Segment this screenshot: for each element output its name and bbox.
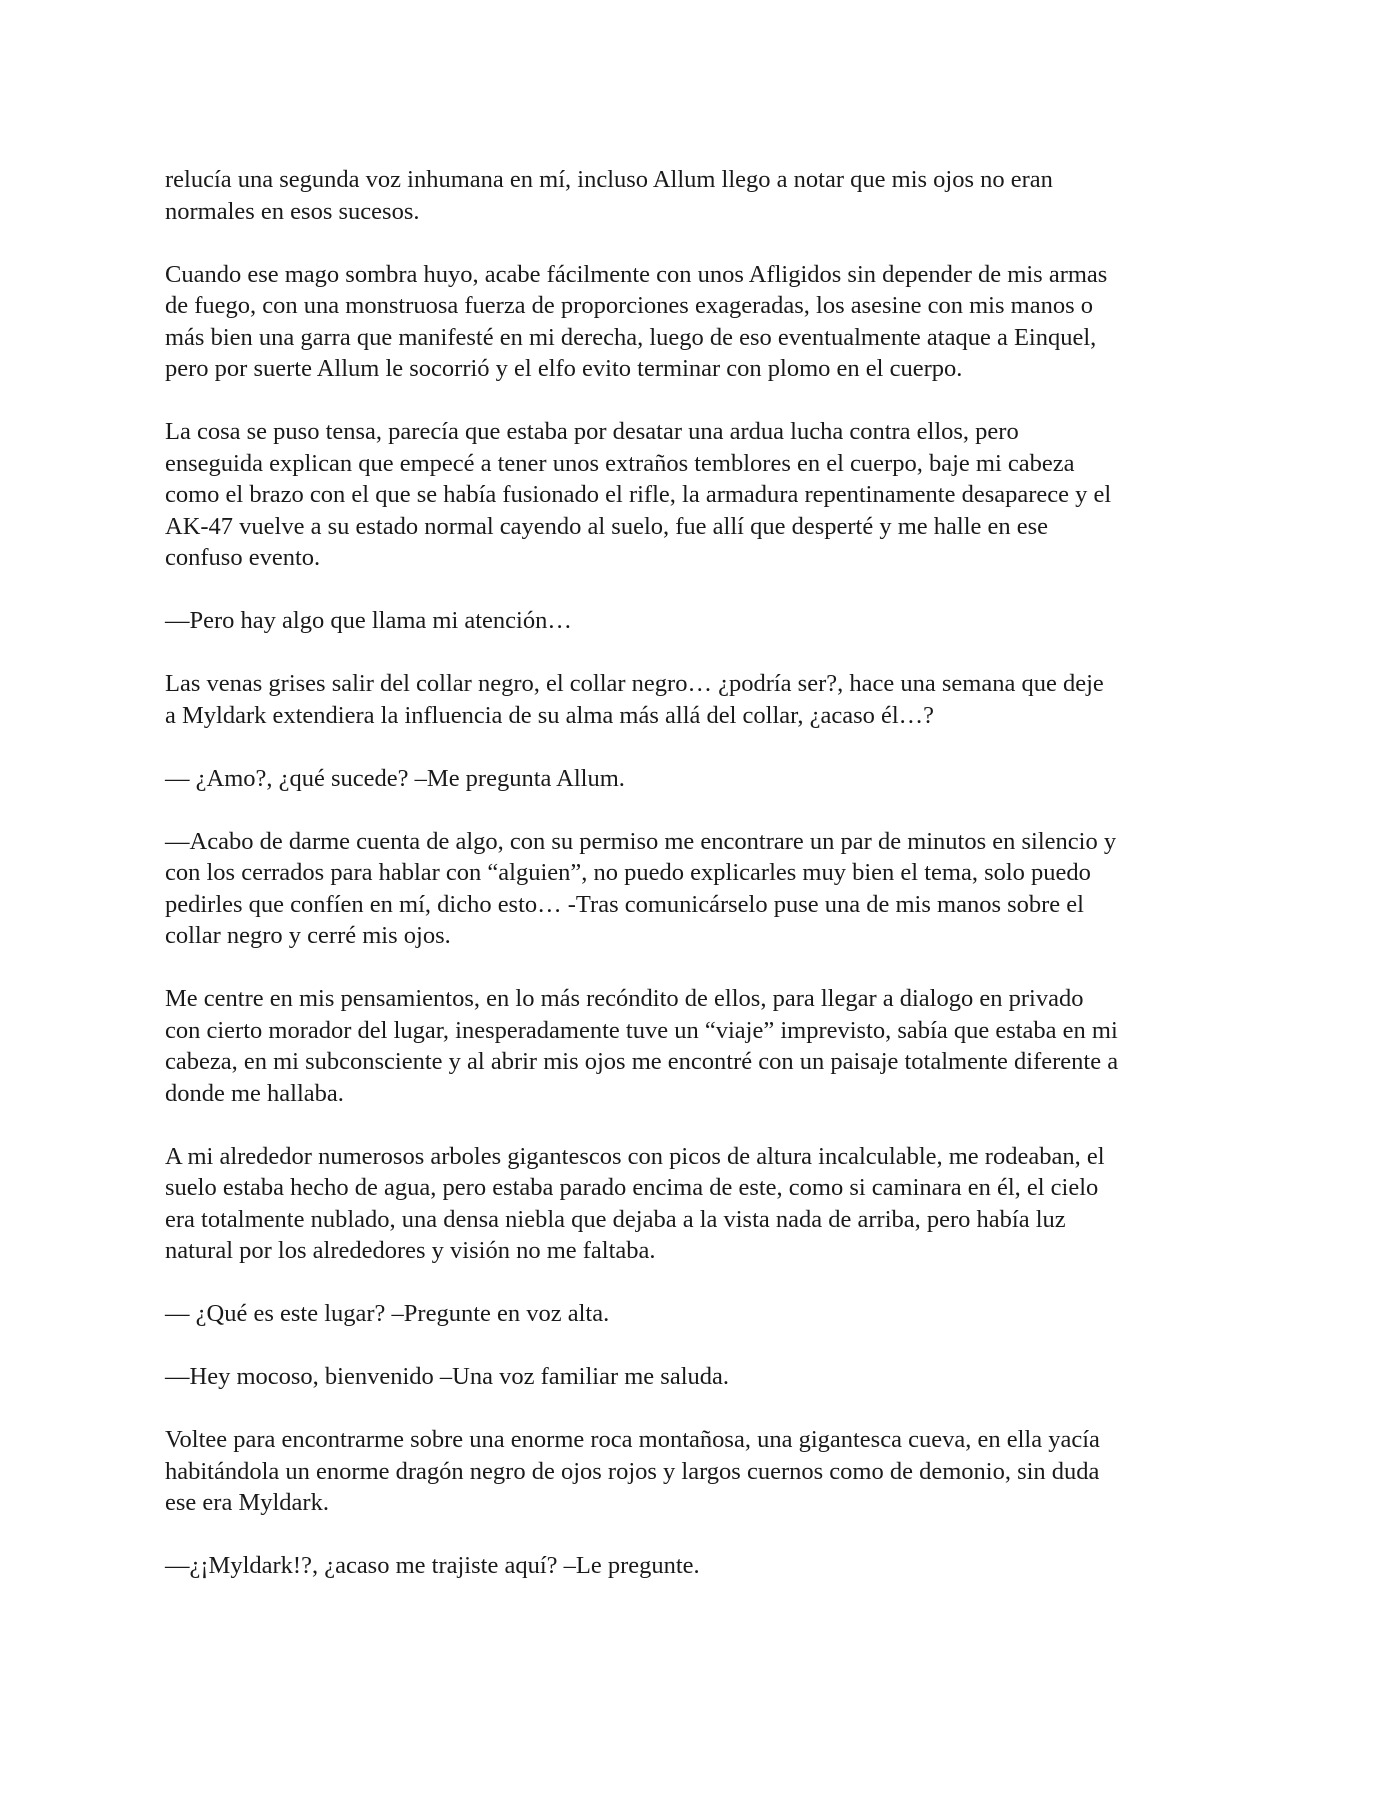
text-line: La cosa se puso tensa, parecía que estaba por desatar una ardua lucha contra ellos, pero [165, 418, 1019, 445]
text-line: como el brazo con el que se había fusionado el rifle, la armadura repentinamente desaparece y el [165, 481, 1112, 508]
text-line: Voltee para encontrarme sobre una enorme roca montañosa, una gigantesca cueva, en ella yacía [165, 1426, 1100, 1453]
text-line: a Myldark extendiera la influencia de su alma más allá del collar, ¿acaso él…? [165, 701, 935, 729]
paragraph-13 [165, 1550, 1240, 1582]
text-line: —Hey mocoso, bienvenido –Una voz familiar me saluda. [165, 1363, 730, 1390]
paragraph-3 [165, 416, 1240, 574]
text-line: Me centre en mis pensamientos, en lo más recóndito de ellos, para llegar a dialogo en privado [165, 985, 1084, 1012]
text-line: Cuando ese mago sombra huyo, acabe fácilmente con unos Afligidos sin depender de mis armas [165, 260, 1108, 288]
text-line: — ¿Amo?, ¿qué sucede? –Me pregunta Allum. [165, 764, 625, 792]
text-line: Las venas grises salir del collar negro, el collar negro… ¿podría ser?, hace una semana que deje [165, 670, 1104, 697]
text-line: pero por suerte Allum le socorrió y el elfo evito terminar con plomo en el cuerpo. [165, 355, 963, 382]
text-line: enseguida explican que empecé a tener unos extraños temblores en el cuerpo, baje mi cabeza [165, 449, 1075, 477]
paragraph-7 [165, 826, 1240, 952]
text-line: donde me hallaba. [165, 1079, 344, 1107]
text-line: normales en esos sucesos. [165, 197, 420, 225]
paragraph-9 [165, 1141, 1240, 1267]
text-line: AK-47 vuelve a su estado normal cayendo al suelo, fue allí que desperté y me halle en ese [165, 512, 1049, 540]
paragraph-2 [165, 259, 1240, 385]
text-line: —¿¡Myldark!?, ¿acaso me trajiste aquí? –Le pregunte. [165, 1552, 700, 1579]
text-line: relucía una segunda voz inhumana en mí, incluso Allum llego a notar que mis ojos no eran [165, 166, 1053, 193]
text-line: con cierto morador del lugar, inesperadamente tuve un “viaje” imprevisto, sabía que estaba en mi [165, 1016, 1118, 1044]
paragraph-4 [165, 605, 1240, 637]
text-line: —Pero hay algo que llama mi atención… [165, 607, 572, 634]
text-line: —Acabo de darme cuenta de algo, con su permiso me encontrare un par de minutos en silencio y [165, 827, 1117, 855]
paragraph-6 [165, 763, 1240, 795]
paragraph-5 [165, 668, 1240, 731]
text-line: cabeza, en mi subconsciente y al abrir mis ojos me encontré con un paisaje totalmente diferente a [165, 1048, 1119, 1075]
text-line: collar negro y cerré mis ojos. [165, 922, 451, 949]
text-line: de fuego, con una monstruosa fuerza de proporciones exageradas, los asesine con mis manos o [165, 292, 1093, 319]
paragraph-12 [165, 1424, 1240, 1519]
text-line: ese era Myldark. [165, 1489, 329, 1516]
text-line: natural por los alrededores y visión no me faltaba. [165, 1237, 656, 1264]
text-line: habitándola un enorme dragón negro de ojos rojos y largos cuernos como de demonio, sin duda [165, 1457, 1100, 1485]
text-line: más bien una garra que manifesté en mi derecha, luego de eso eventualmente ataque a Einquel, [165, 323, 1097, 351]
text-line: A mi alrededor numerosos arboles gigantescos con picos de altura incalculable, me rodeaban, el [165, 1142, 1105, 1170]
text-line: suelo estaba hecho de agua, pero estaba parado encima de este, como si caminara en él, el cielo [165, 1174, 1099, 1201]
paragraph-11 [165, 1361, 1240, 1393]
text-line: era totalmente nublado, una densa niebla que dejaba a la vista nada de arriba, pero había luz [165, 1205, 1066, 1233]
paragraph-1 [165, 164, 1240, 227]
paragraph-8 [165, 983, 1240, 1109]
paragraph-10 [165, 1298, 1240, 1330]
document-page [165, 164, 1240, 1613]
text-line: — ¿Qué es este lugar? –Pregunte en voz alta. [165, 1300, 610, 1327]
text-line: pedirles que confíen en mí, dicho esto… -Tras comunicárselo puse una de mis manos sobre el [165, 890, 1084, 918]
text-line: confuso evento. [165, 544, 321, 571]
text-line: con los cerrados para hablar con “alguien”, no puedo explicarles muy bien el tema, solo puedo [165, 859, 1091, 886]
